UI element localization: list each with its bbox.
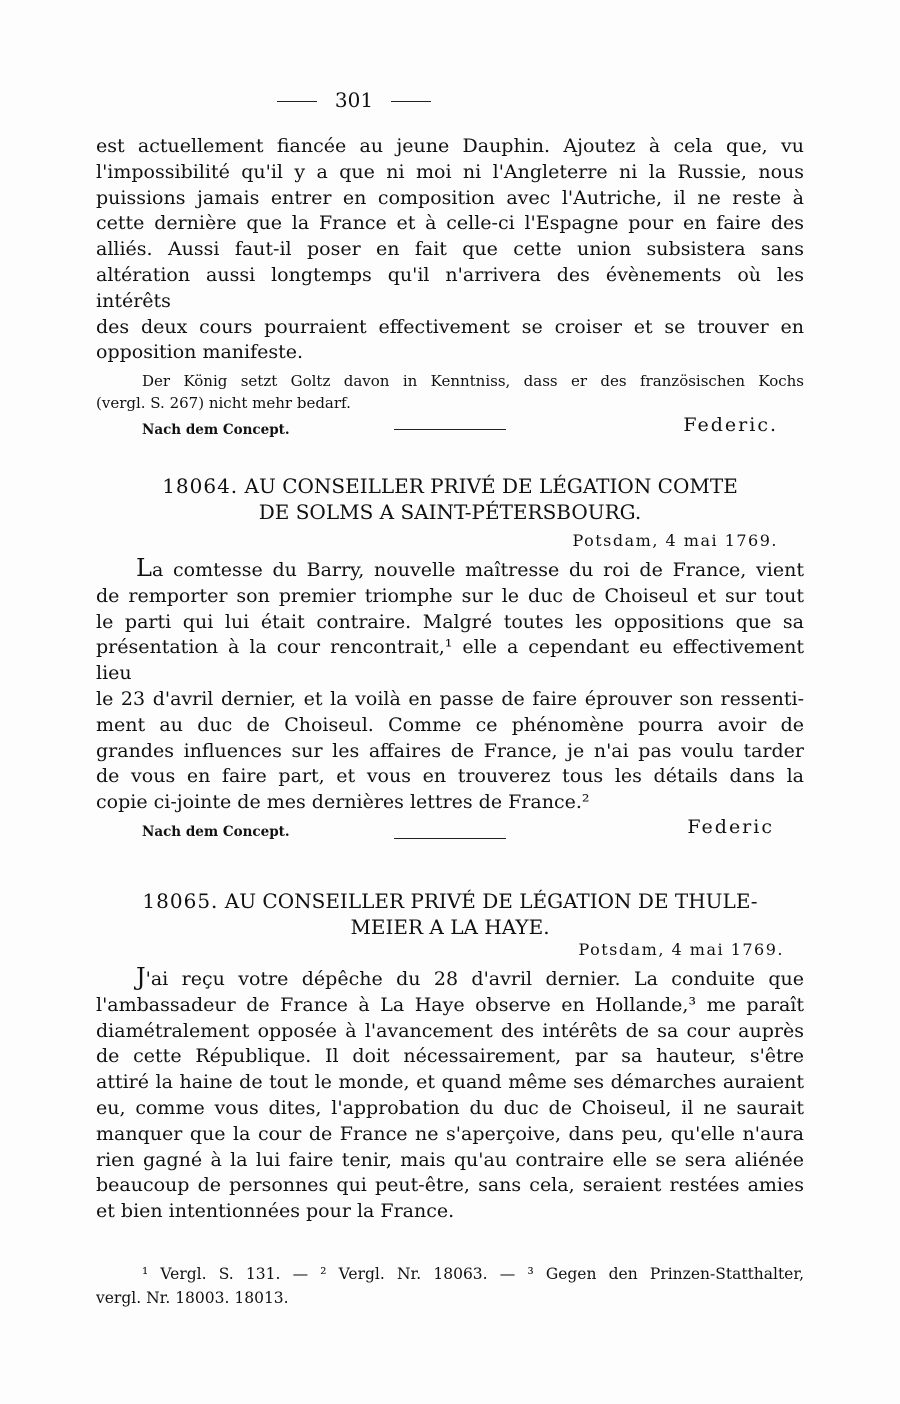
section-separator: [394, 429, 506, 430]
letter-number: 18065.: [142, 889, 219, 913]
signature: Federic: [687, 815, 774, 838]
text-line: beaucoup de personnes qui peut-être, sans cela, seraient restées amies: [96, 1174, 804, 1197]
footnote-line: vergl. Nr. 18003. 18013.: [96, 1289, 289, 1307]
editor-note: [96, 370, 804, 414]
text-line: copie ci-jointe de mes dernières lettres de France.²: [96, 791, 590, 814]
opening-paragraph: [96, 134, 804, 366]
letter-number: 18064.: [162, 474, 239, 498]
text-line: grandes influences sur les affaires de France, je n'ai pas voulu tarder: [96, 739, 804, 762]
letter-title-line1: AU CONSEILLER PRIVÉ DE LÉGATION DE THULE-: [224, 889, 758, 913]
text-line: présentation à la cour rencontrait,¹ elle a cependant eu effectivement lieu: [96, 636, 804, 685]
letter-18065: [96, 888, 804, 1225]
text-line-content: a comtesse du Barry, nouvelle maîtresse du roi de France, vient: [151, 559, 804, 581]
footnotes: [96, 1262, 804, 1310]
signature: Federic.: [683, 414, 778, 437]
text-line: rien gagné à la lui faire tenir, mais qu'au contraire elle se sera aliénée: [96, 1148, 804, 1171]
concept-row: [96, 816, 804, 844]
text-line: le 23 d'avril dernier, et la voilà en passe de faire éprouver son ressenti-: [96, 687, 804, 710]
text-line: de remporter son premier triomphe sur le duc de Choiseul et sur tout: [96, 584, 804, 607]
text-line: attiré la haine de tout le monde, et quand même ses démarches auraient: [96, 1071, 804, 1094]
text-line: cette dernière que la France et à celle-ci l'Espagne pour en faire des: [96, 212, 804, 235]
text-line: puissions jamais entrer en composition avec l'Autriche, il ne reste à: [96, 186, 804, 209]
text-line-content: 'ai reçu votre dépêche du 28 d'avril dernier. La conduite que: [145, 968, 804, 990]
text-line: de cette République. Il doit nécessairement, par sa hauteur, s'être: [96, 1045, 804, 1068]
text-line: altération aussi longtemps qu'il n'arrivera des évènements où les intérêts: [96, 263, 804, 312]
separator-2-wrap: [96, 838, 804, 839]
text-line: et bien intentionnées pour la France.: [96, 1200, 455, 1223]
text-line: [96, 556, 804, 584]
concept-label: Nach dem Concept.: [142, 422, 290, 439]
section-separator: [394, 838, 506, 839]
note-line: (vergl. S. 267) nicht mehr bedarf.: [96, 394, 351, 413]
page-number: 301: [334, 88, 374, 112]
text-line: est actuellement fiancée au jeune Dauphin. Ajoutez à cela que, vu: [96, 135, 804, 157]
opening-section: [96, 134, 804, 442]
letter-body: [96, 556, 804, 816]
drop-cap: L: [136, 554, 152, 582]
letter-body: [96, 965, 804, 1225]
note-line: Der König setzt Goltz davon in Kenntniss, dass er des französischen Kochs: [142, 372, 804, 391]
letter-title-line1: AU CONSEILLER PRIVÉ DE LÉGATION COMTE: [244, 474, 738, 498]
text-line: l'impossibilité qu'il y a que ni moi ni l'Angleterre ni la Russie, nous: [96, 160, 804, 183]
text-line: diamétralement opposée à l'avancement des intérêts de sa cour auprès: [96, 1019, 804, 1042]
text-line: des deux cours pourraient effectivement se croiser et se trouver en: [96, 315, 804, 338]
letter-title-line2: DE SOLMS A SAINT-PÉTERSBOURG.: [258, 500, 642, 524]
letter-18064: [96, 473, 804, 844]
place-date: Potsdam, 4 mai 1769.: [578, 940, 784, 959]
place-date: Potsdam, 4 mai 1769.: [572, 531, 778, 550]
letter-title: [96, 473, 804, 499]
text-line: le parti qui lui était contraire. Malgré toutes les oppositions que sa: [96, 610, 804, 633]
drop-cap: J: [136, 963, 146, 991]
header-rule-left: [277, 101, 317, 102]
text-line: manquer que la cour de France ne s'aperçoive, dans peu, qu'elle n'aura: [96, 1122, 804, 1145]
page-header: [0, 88, 708, 112]
concept-label: Nach dem Concept.: [142, 823, 290, 840]
text-line: l'ambassadeur de France à La Haye observe en Hollande,³ me paraît: [96, 993, 804, 1016]
footnote-line: ¹ Vergl. S. 131. — ² Vergl. Nr. 18063. — ³ Gegen den Prinzen-Statthalter,: [142, 1265, 804, 1283]
separator-1-wrap: [96, 429, 804, 430]
text-line: [96, 965, 804, 993]
text-line: alliés. Aussi faut-il poser en fait que cette union subsistera sans: [96, 238, 804, 261]
text-line: eu, comme vous dites, l'approbation du duc de Choiseul, il ne saurait: [96, 1096, 804, 1119]
header-rule-right: [391, 101, 431, 102]
text-line: de vous en faire part, et vous en trouverez tous les détails dans la: [96, 765, 804, 788]
text-line: ment au duc de Choiseul. Comme ce phénomène pourra avoir de: [96, 713, 804, 736]
text-line: opposition manifeste.: [96, 341, 304, 364]
letter-title: [96, 888, 804, 914]
letter-title-line2: MEIER A LA HAYE.: [350, 915, 550, 939]
